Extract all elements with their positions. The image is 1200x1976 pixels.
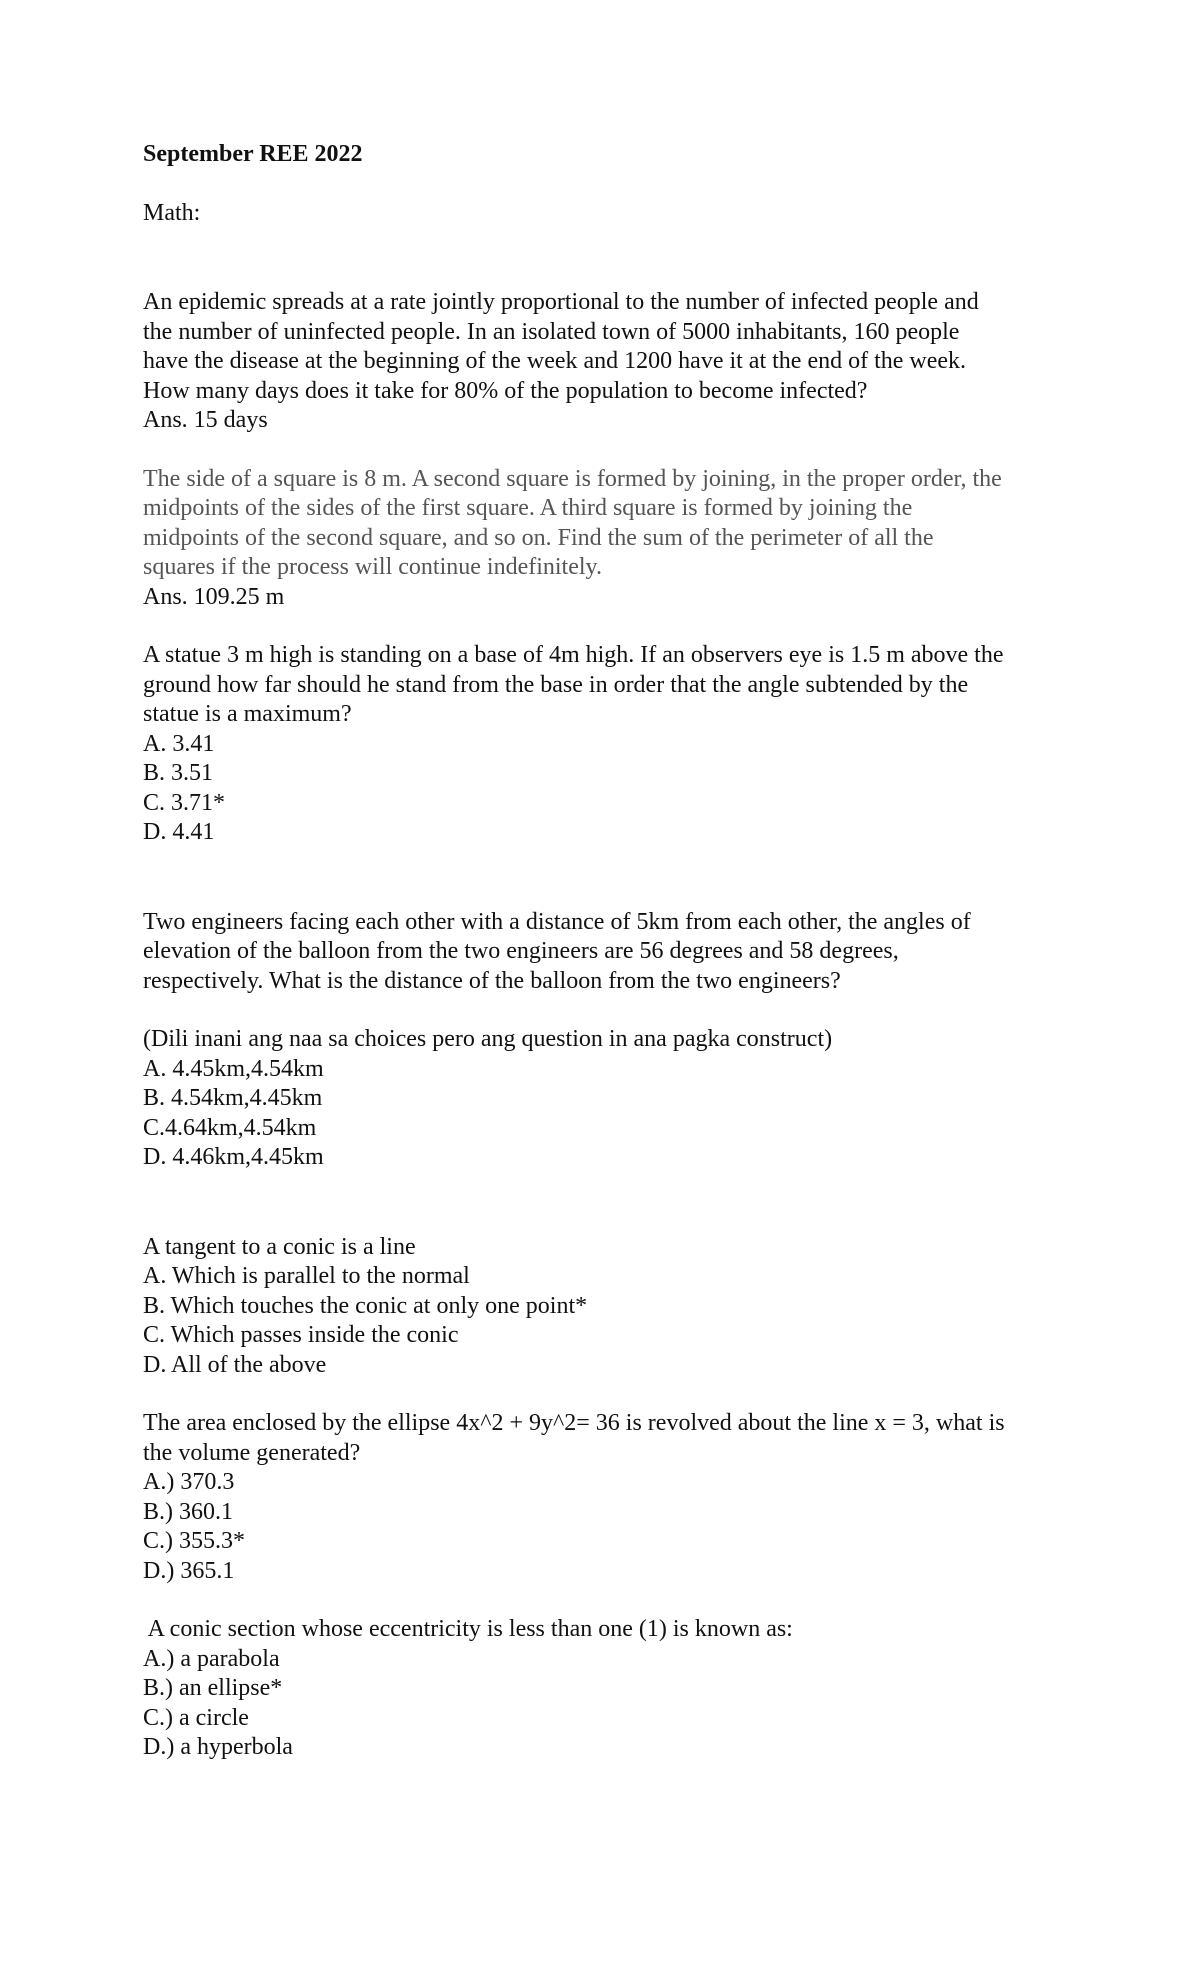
question-line: have the disease at the beginning of the week and 1200 have it at the end of the week. (143, 348, 967, 374)
question-line: An epidemic spreads at a rate jointly proportional to the number of infected people and (143, 289, 979, 315)
choice-c: C.) 355.3* (143, 1528, 245, 1554)
question-line: The side of a square is 8 m. A second square is formed by joining, in the proper order, the (143, 465, 1002, 492)
question-line: elevation of the balloon from the two engineers are 56 degrees and 58 degrees, (143, 938, 899, 964)
section-heading: Math: (143, 199, 201, 226)
question-balloon (143, 908, 1083, 1173)
question-ellipse (143, 1409, 1083, 1586)
question-line: the volume generated? (143, 1439, 361, 1466)
choice-b: B.) an ellipse* (143, 1675, 283, 1701)
question-line: statue is a maximum? (143, 701, 352, 727)
choice-a: A. Which is parallel to the normal (143, 1263, 470, 1289)
choice-b: B.) 360.1 (143, 1498, 233, 1525)
question-squares (143, 465, 1083, 613)
choice-d: D. 4.46km,4.45km (143, 1144, 324, 1170)
question-tangent (143, 1233, 1083, 1381)
question-line: respectively. What is the distance of the balloon from the two engineers? (143, 967, 841, 994)
choice-a: A.) a parabola (143, 1645, 280, 1672)
question-statue (143, 641, 1083, 848)
question-line: A tangent to a conic is a line (143, 1233, 416, 1260)
question-line: squares if the process will continue indefinitely. (143, 554, 602, 580)
question-line: Two engineers facing each other with a distance of 5km from each other, the angles of (143, 908, 971, 935)
question-conic-section (143, 1615, 1083, 1763)
question-epidemic (143, 288, 1083, 436)
question-note: (Dili inani ang naa sa choices pero ang question in ana pagka construct) (143, 1026, 833, 1052)
question-line: midpoints of the sides of the first square. A third square is formed by joining the (143, 495, 913, 521)
answer-text: Ans. 109.25 m (143, 583, 285, 610)
document-content (143, 140, 1083, 1763)
question-line: the number of uninfected people. In an isolated town of 5000 inhabitants, 160 people (143, 318, 960, 345)
choice-d: D. 4.41 (143, 819, 215, 845)
choice-b: B. 3.51 (143, 760, 214, 786)
answer-text: Ans. 15 days (143, 407, 268, 433)
question-line: How many days does it take for 80% of the population to become infected? (143, 377, 868, 404)
choice-d: D.) 365.1 (143, 1557, 235, 1584)
choice-c: C. Which passes inside the conic (143, 1322, 459, 1348)
choice-c: C.4.64km,4.54km (143, 1114, 317, 1141)
question-line: A conic section whose eccentricity is less than one (1) is known as: (143, 1616, 793, 1642)
choice-a: A.) 370.3 (143, 1469, 235, 1495)
question-line: The area enclosed by the ellipse 4x^2 + 9y^2= 36 is revolved about the line x = 3, what is (143, 1410, 1005, 1436)
question-line: ground how far should he stand from the base in order that the angle subtended by the (143, 671, 969, 698)
choice-c: C.) a circle (143, 1704, 249, 1731)
document-title: September REE 2022 (143, 141, 363, 167)
choice-d: D. All of the above (143, 1351, 327, 1378)
choice-b: B. 4.54km,4.45km (143, 1085, 323, 1111)
choice-a: A. 4.45km,4.54km (143, 1055, 324, 1082)
choice-d: D.) a hyperbola (143, 1734, 293, 1760)
choice-b: B. Which touches the conic at only one point* (143, 1292, 588, 1319)
question-line: A statue 3 m high is standing on a base of 4m high. If an observers eye is 1.5 m above the (143, 642, 1004, 668)
choice-a: A. 3.41 (143, 730, 215, 757)
question-line: midpoints of the second square, and so on. Find the sum of the perimeter of all the (143, 524, 934, 551)
choice-c: C. 3.71* (143, 789, 226, 816)
